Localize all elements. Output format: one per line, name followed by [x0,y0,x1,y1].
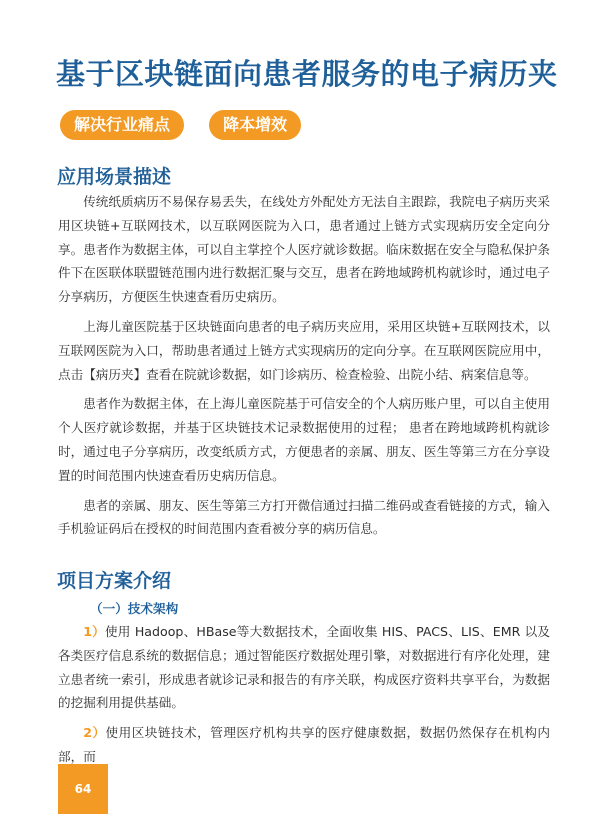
plan-item-1-number: 1） [83,624,105,639]
scenario-body [58,190,550,547]
scenario-paragraph-1: 传统纸质病历不易保存易丢失，在线处方外配处方无法自主跟踪，我院电子病历夹采用区块链+互联网技术，以互联网医院为入口，患者通过上链方式实现病历安全定向分享。患者作为数据主体，可以自主掌控个人医疗就诊数据。临床数据在安全与隐私保护条件下在医联体联盟链范围内进行数据汇聚与交互，患者在跨地域跨机构就诊时，通过电子分享病历，方便医生快速查看历史病历。 [58,194,550,305]
section-heading-plan: 项目方案介绍 [57,570,172,592]
plan-item-1 [58,620,550,715]
page-number: 64 [58,764,108,814]
scenario-paragraph-4: 患者的亲属、朋友、医生等第三方打开微信通过扫描二维码或查看链接的方式，输入手机验证码后在授权的时间范围内查看被分享的病历信息。 [58,497,550,537]
scenario-paragraph-3: 患者作为数据主体，在上海儿童医院基于可信安全的个人病历账户里，可以自主使用个人医疗就诊数据，并基于区块链技术记录数据使用的过程； 患者在跨地域跨机构就诊时，通过电子分享病历，改变纸质方式，方便患者的亲属、朋友、医生等第三方在分享设置的时间范围内快速查看历史病历信息。 [58,396,550,483]
section-heading-scenario: 应用场景描述 [57,166,172,188]
scenario-paragraph-2: 上海儿童医院基于区块链面向患者的电子病历夹应用，采用区块链+互联网技术，以互联网医院为入口，帮助患者通过上链方式实现病历的定向分享。在互联网医院应用中，点击【病历夹】查看在院就诊数据，如门诊病历、检查检验、出院小结、病案信息等。 [58,318,550,382]
plan-item-1-text: 使用 Hadoop、HBase等大数据技术，全面收集 HIS、PACS、LIS、EMR 以及各类医疗信息系统的数据信息；通过智能医疗数据处理引擎，对数据进行有序化处理，建立患者统一索引，形成患者就诊记录和报告的有序关联，构成医疗资料共享平台，为数据的挖掘利用提供基础。 [58,624,551,711]
tag-group [60,110,321,140]
plan-item-2 [58,721,550,769]
tag-pain-point: 解决行业痛点 [60,110,184,140]
plan-body [58,620,550,775]
page-title: 基于区块链面向患者服务的电子病历夹 [56,57,558,91]
plan-item-2-text: 使用区块链技术，管理医疗机构共享的医疗健康数据，数据仍然保存在机构内部，而 [58,725,550,764]
plan-item-2-number: 2） [83,725,106,741]
subheading-tech-architecture: （一）技术架构 [90,601,179,616]
tag-cost-reduction: 降本增效 [209,110,301,140]
